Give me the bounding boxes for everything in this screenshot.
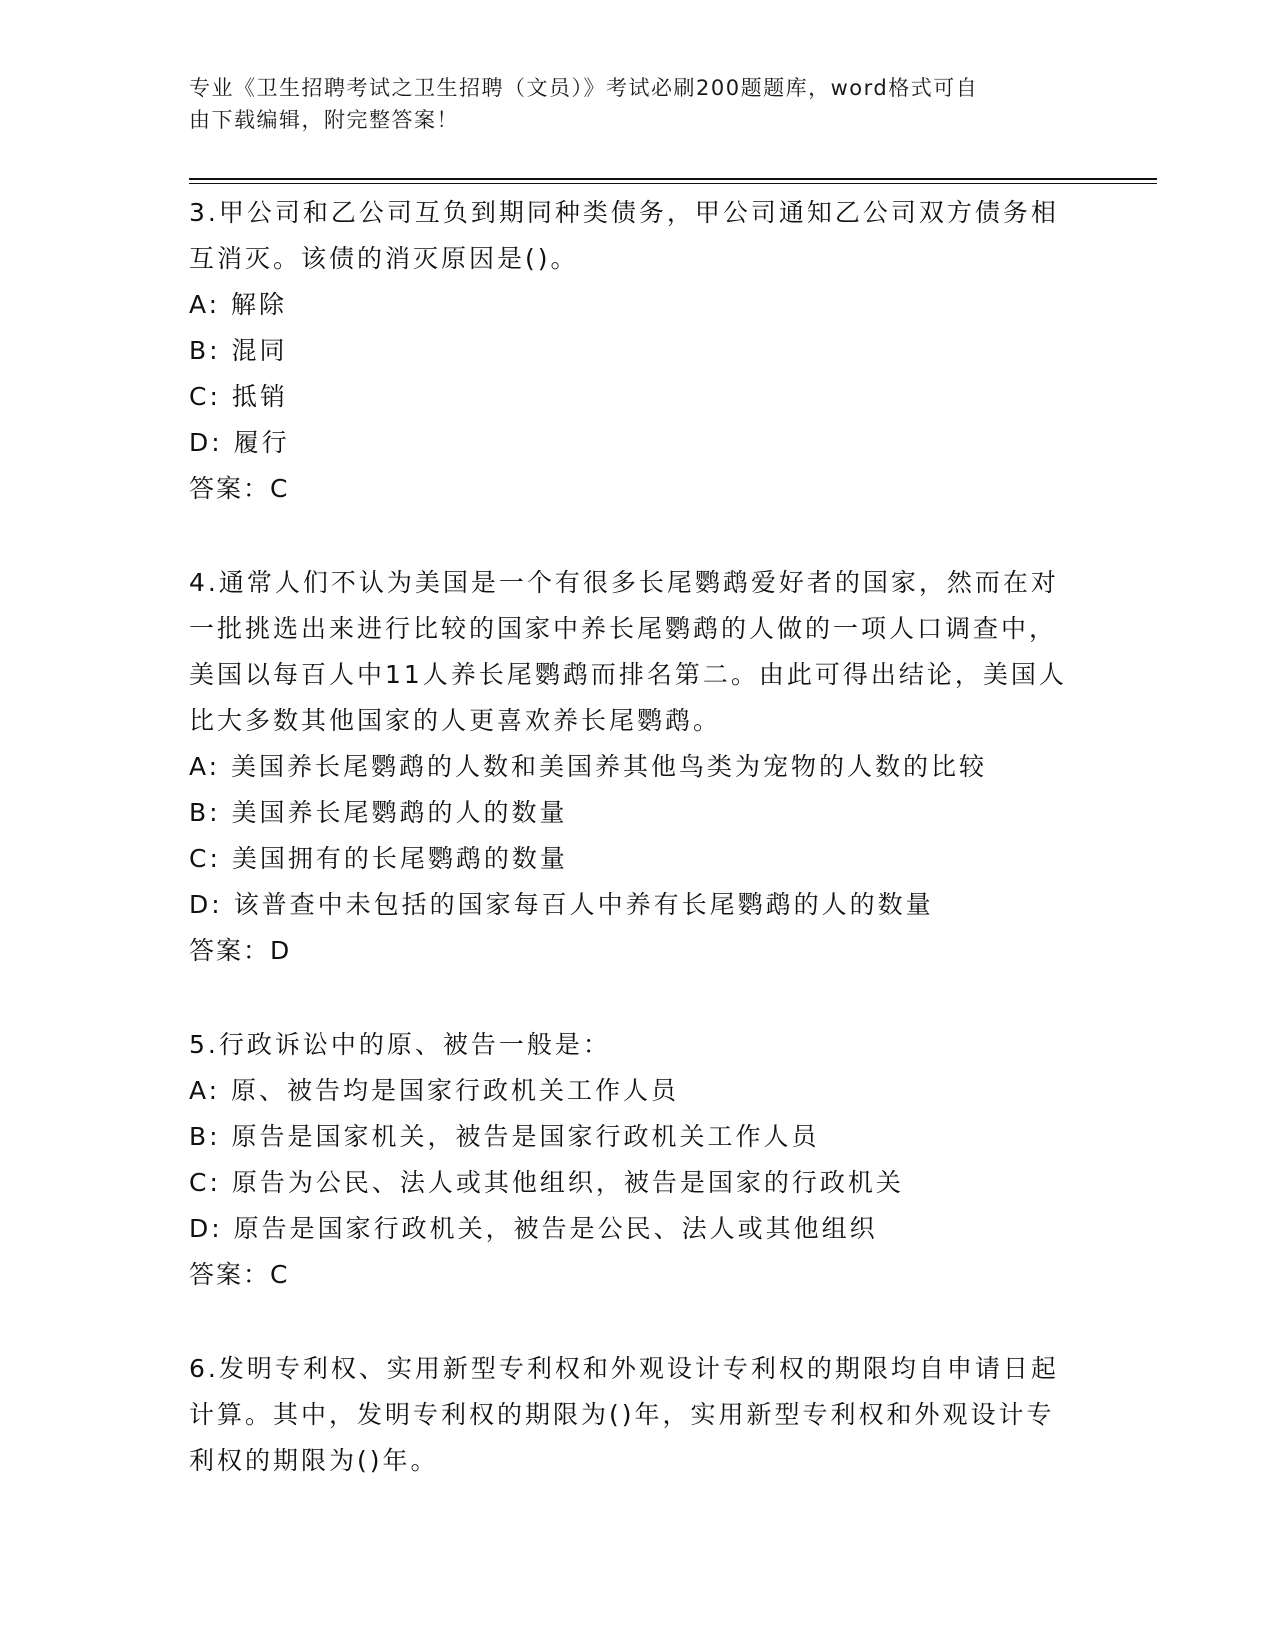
option-b: B: 原告是国家机关，被告是国家行政机关工作人员 (189, 1122, 820, 1151)
answer-line: 答案：D (189, 936, 292, 965)
option-b: B: 美国养长尾鹦鹉的人的数量 (189, 798, 568, 827)
header-line-1: 专业《卫生招聘考试之卫生招聘（文员）》考试必刷200题题库，word格式可自 (189, 76, 979, 100)
question-stem: 6.发明专利权、实用新型专利权和外观设计专利权的期限均自申请日起计算。其中，发明专利权的期限为()年，实用新型专利权和外观设计专利权的期限为()年。 (189, 1354, 1059, 1475)
question-stem: 4.通常人们不认为美国是一个有很多长尾鹦鹉爱好者的国家，然而在对一批挑选出来进行比较的国家中养长尾鹦鹉的人做的一项人口调查中，美国以每百人中11人养长尾鹦鹉而排名第二。由此可得出结论，美国人比大多数其他国家的人更喜欢养长尾鹦鹉。 (189, 568, 1067, 735)
option-d: D: 履行 (189, 428, 290, 457)
header-line-2: 由下载编辑，附完整答案！ (189, 108, 459, 132)
option-a: A: 解除 (189, 290, 288, 319)
option-c: C: 美国拥有的长尾鹦鹉的数量 (189, 844, 568, 873)
question-stem: 3.甲公司和乙公司互负到期同种类债务，甲公司通知乙公司双方债务相互消灭。该债的消灭原因是()。 (189, 198, 1059, 273)
question-list (189, 190, 1069, 1532)
option-c: C: 原告为公民、法人或其他组织，被告是国家的行政机关 (189, 1168, 904, 1197)
question-3 (189, 190, 1069, 512)
option-d: D: 该普查中未包括的国家每百人中养有长尾鹦鹉的人的数量 (189, 890, 934, 919)
header-divider-thin (189, 183, 1157, 184)
option-b: B: 混同 (189, 336, 288, 365)
option-a: A: 原、被告均是国家行政机关工作人员 (189, 1076, 680, 1105)
option-c: C: 抵销 (189, 382, 288, 411)
question-5 (189, 1022, 1069, 1298)
question-6 (189, 1346, 1069, 1484)
question-4 (189, 560, 1069, 974)
question-stem: 5.行政诉讼中的原、被告一般是： (189, 1030, 611, 1059)
document-header (189, 72, 1069, 136)
option-a: A: 美国养长尾鹦鹉的人数和美国养其他鸟类为宠物的人数的比较 (189, 752, 988, 781)
option-d: D: 原告是国家行政机关，被告是公民、法人或其他组织 (189, 1214, 878, 1243)
answer-line: 答案：C (189, 1260, 290, 1289)
header-divider-thick (189, 178, 1157, 180)
answer-line: 答案：C (189, 474, 290, 503)
